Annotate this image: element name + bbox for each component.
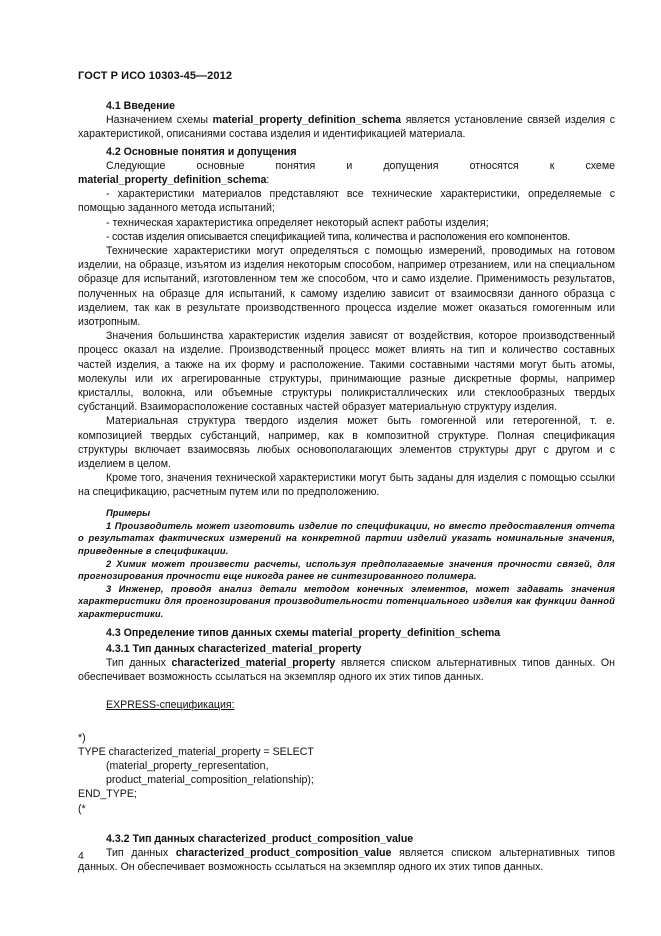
schema-name: material_property_definition_schema [78, 174, 267, 187]
type-name: characterized_material_property [171, 657, 336, 670]
code-line: (material_property_representation, [106, 760, 269, 773]
text-run: Следующие основные понятия и допущения относятся к схеме [106, 159, 615, 172]
text-run: : [266, 174, 270, 187]
bullet-item: - характеристики материалов представляют все технические характеристики, определяемые с помощью заданного метода испытаний; [78, 188, 615, 215]
example-item: 1 Производитель может изготовить изделие по спецификации, но вместо предоставления отчета о результатах фактических измерений на конкретной партии изделий указать номинальные значения, приведенные в спецификации. [78, 519, 615, 557]
express-label: EXPRESS-спецификация: [106, 699, 235, 712]
code-line: *) [78, 731, 86, 744]
section-4-1-heading: 4.1 Введение [106, 100, 176, 112]
body-paragraph: Значения большинства характеристик изделия зависят от воздействия, которое производственный процесс оказал на изделие. Производственный процесс может влиять на тип и количество составных частей изделия, а также на их форму и расположение. Такими составными частями могут быть атомы, молекулы или их агрегированные структуры, принимающие разные дискретные формы, например кристаллы, волокна, или объемные структуры поликристаллических или стеклообразных твердых субстанций. Взаиморасположение составных частей образует материальную структуру изделия. [78, 330, 615, 414]
example-item: 3 Инженер, проводя анализ детали методом конечных элементов, может задавать значения характеристики для прогнозирования производительности потенциального изделия как функции данной характеристики. [78, 582, 615, 620]
section-4-2-heading: 4.2 Основные понятия и допущения [106, 145, 297, 158]
section-4-3-1-paragraph [78, 656, 615, 684]
document-body [78, 96, 615, 874]
page-number: 4 [78, 851, 84, 862]
text-run: является установление связей изделия с характеристикой, описаниями состава изделия и идентификацией материала. [78, 114, 615, 141]
code-line: product_material_composition_relationship); [106, 774, 314, 787]
document-header: ГОСТ Р ИСО 10303-45—2012 [78, 70, 233, 82]
bullet-item: - состав изделия описывается спецификацией типа, количества и расположения его компонентов. [106, 230, 570, 243]
text-run: является списком альтернативных типов данных. Он обеспечивает возможность ссылаться на экземпляр одного их этих типов данных. [78, 847, 615, 874]
text-run: является списком альтернативных типов данных. Он обеспечивает возможность ссылаться на экземпляр одного их этих типов данных. [78, 657, 615, 684]
type-name: characterized_product_composition_value [175, 847, 392, 860]
body-paragraph: Кроме того, значения технической характеристики могут быть заданы для изделия с помощью ссылки на спецификацию, расчетным путем или по предположению. [78, 472, 615, 499]
section-4-3-2-paragraph [78, 846, 615, 874]
example-item: 2 Химик может произвести расчеты, используя предполагаемые значения прочности связей, для прогнозирования прочности еще никогда ранее не синтезированного полимера. [78, 557, 615, 582]
section-4-2-intro [78, 159, 615, 187]
text-run: Назначением схемы [106, 114, 213, 127]
code-line: TYPE characterized_material_property = SELECT [78, 745, 314, 758]
section-4-3-heading: 4.3 Определение типов данных схемы material_property_definition_schema [106, 626, 501, 639]
body-paragraph: Материальная структура твердого изделия может быть гомогенной или гетерогенной, т. е. композицией твердых субстанций, например, как в композитной структуре. Полная спецификация структуры включает взаимосвязь любых основополагающих элементов структуры друг с другом и с изделием в целом. [78, 415, 615, 471]
text-run: Тип данных [106, 847, 176, 860]
code-line: END_TYPE; [78, 788, 137, 801]
bullet-item: - техническая характеристика определяет некоторый аспект работы изделия; [106, 216, 489, 229]
code-line: (* [78, 802, 86, 815]
text-run: Тип данных [106, 657, 172, 670]
section-4-3-2-heading: 4.3.2 Тип данных characterized_product_composition_value [106, 832, 414, 845]
schema-name: material_property_definition_schema [212, 114, 402, 127]
body-paragraph: Технические характеристики могут определяться с помощью измерений, проводимых на готовом изделии, на образце, изъятом из изделия некоторым способом, например отрезанием, или на специальном образце для испытаний, изготовленном тем же способом, что и само изделие. Применимость результатов, полученных на образце для испытаний, к самому изделию зависит от взаимосвязи данного образца с изделием, так как в результате производственного процесса изделие может оказаться гомогенным или изотропным. [78, 245, 615, 329]
express-code-block [78, 731, 615, 816]
section-4-3-1-heading: 4.3.1 Тип данных characterized_material_property [106, 642, 362, 655]
examples-title: Примеры [106, 506, 151, 518]
section-4-1-paragraph [78, 113, 615, 141]
express-label-line [78, 698, 615, 712]
